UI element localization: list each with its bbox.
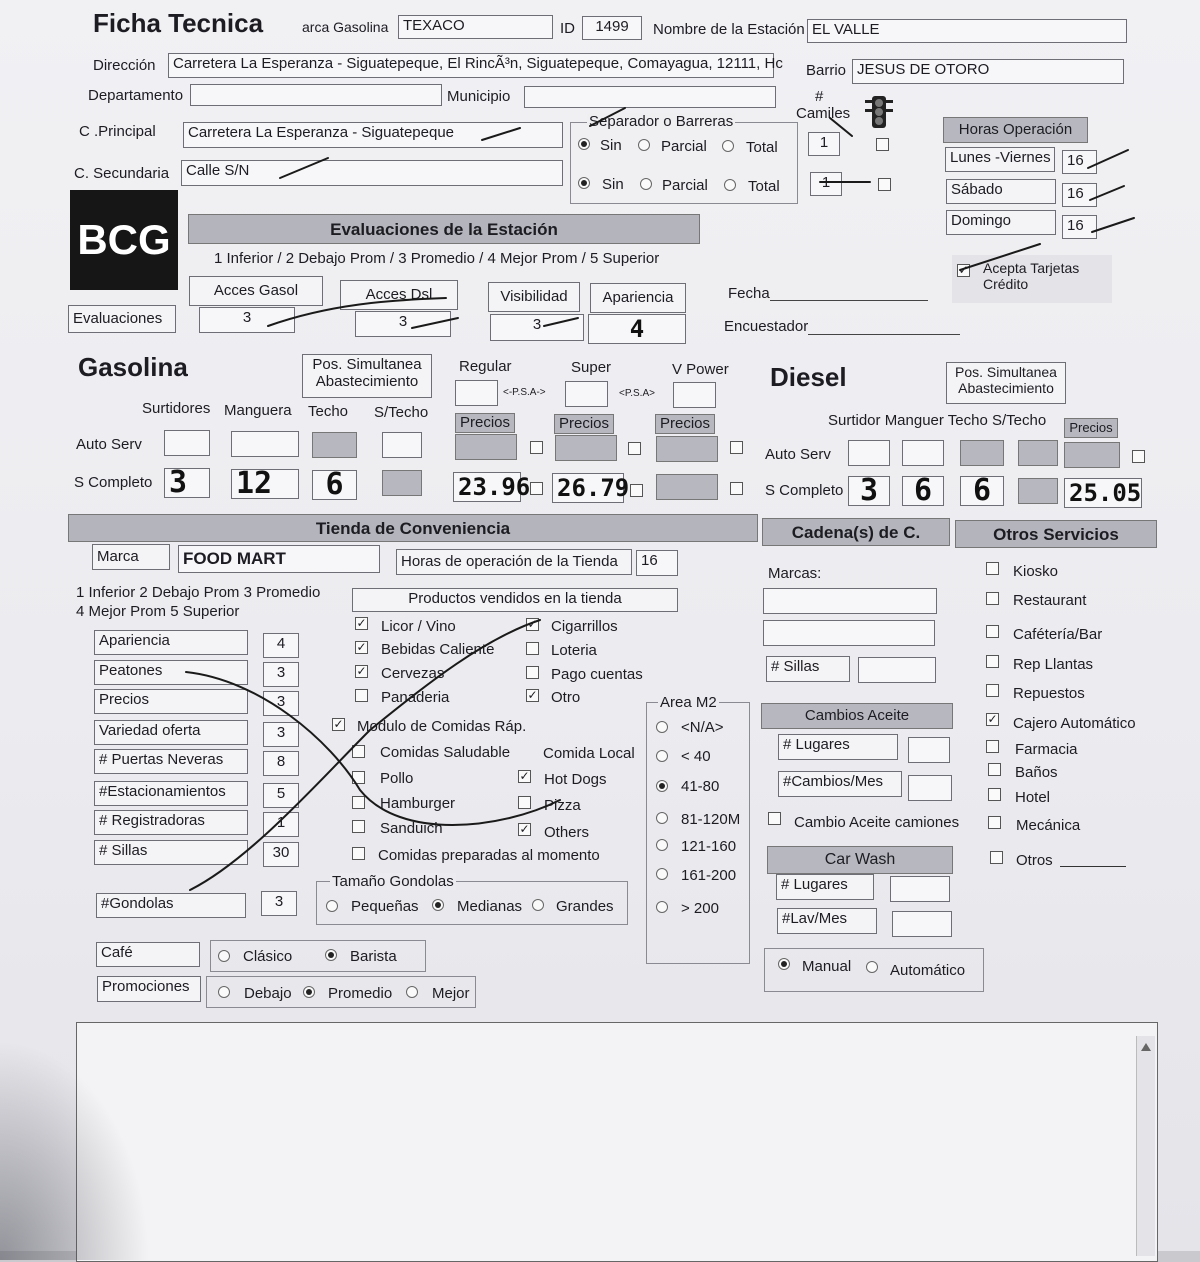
diesel-auto-serv-label: Auto Serv: [765, 446, 831, 463]
estacion-field[interactable]: EL VALLE: [807, 19, 1127, 43]
c-principal-label: C .Principal: [79, 123, 156, 140]
precios-label-regular: Precios: [455, 413, 515, 433]
diesel-sc-manguera[interactable]: 6: [902, 476, 944, 506]
municipio-label: Municipio: [447, 88, 511, 105]
tienda-horas-label: Horas de operación de la Tienda: [396, 549, 632, 575]
camiles-hash: #: [815, 88, 824, 105]
super-label: Super: [571, 359, 612, 376]
cambio-camiones-label: Cambio Aceite camiones: [794, 814, 960, 831]
diesel-sc-precio[interactable]: 25.05: [1064, 478, 1142, 508]
rating-registradoras-field[interactable]: 1: [263, 812, 299, 837]
tienda-marca-label: Marca: [92, 544, 170, 570]
gas-sc-manguera[interactable]: 12: [231, 469, 299, 499]
lavado-automatico-label: Automático: [890, 962, 966, 979]
area-121-160-label: 121-160: [681, 838, 737, 855]
rating-sillas-field[interactable]: 30: [263, 842, 299, 867]
cambios-mes-label: #Cambios/Mes: [778, 771, 902, 797]
horas-domingo-field[interactable]: 16: [1062, 215, 1097, 239]
area-m2-label: Area M2: [660, 694, 717, 711]
area-40-label: < 40: [681, 748, 711, 765]
otros-kiosko-label: Kiosko: [1013, 563, 1059, 580]
diesel-sc-techo[interactable]: 6: [960, 476, 1004, 506]
cafe-label: Café: [96, 942, 200, 967]
cafe-barista-label: Barista: [350, 948, 397, 965]
comida-hotdogs-label: Hot Dogs: [544, 771, 607, 788]
gasolina-pos-label-1: Pos. Simultanea: [312, 356, 422, 373]
id-label: ID: [560, 20, 575, 37]
area-na-label: <N/A>: [681, 719, 724, 736]
horas-lunes-label: Lunes -Viernes: [945, 147, 1055, 172]
rating-registradoras-label: # Registradoras: [94, 810, 248, 835]
rating-sillas-label: # Sillas: [94, 840, 248, 865]
comida-hamburger-label: Hamburger: [380, 795, 456, 812]
otros-restaurant-label: Restaurant: [1013, 592, 1087, 609]
promo-promedio-label: Promedio: [328, 985, 393, 1002]
fecha-label: Fecha: [728, 285, 770, 302]
rating-neveras-field[interactable]: 8: [263, 751, 299, 776]
rating-peatones-label: Peatones: [94, 660, 248, 685]
tienda-scale-2: 4 Mejor Prom 5 Superior: [76, 603, 240, 620]
gasolina-title: Gasolina: [78, 352, 188, 382]
evaluaciones-scale: 1 Inferior / 2 Debajo Prom / 3 Promedio / 4 Mejor Prom / 5 Superior: [214, 250, 660, 267]
producto-cigarrillos-label: Cigarrillos: [551, 618, 618, 635]
gas-sc-precio-super[interactable]: 26.79: [552, 473, 624, 503]
departamento-label: Departamento: [88, 87, 184, 104]
bcg-logo: BCG: [70, 190, 178, 290]
diesel-pos-label-2: Abastecimiento: [958, 380, 1054, 396]
producto-cervezas-label: Cervezas: [381, 665, 445, 682]
tarjetas-label: Acepta Tarjetas: [983, 260, 1080, 276]
page-title: Ficha Tecnica: [93, 8, 264, 38]
carwash-lugares-label: # Lugares: [776, 874, 874, 900]
rating-estacionamientos-label: #Estacionamientos: [94, 781, 248, 806]
tienda-scale-1: 1 Inferior 2 Debajo Prom 3 Promedio: [76, 584, 321, 601]
tamano-grandes-label: Grandes: [556, 898, 614, 915]
c-secundaria-label: C. Secundaria: [74, 165, 170, 182]
visibilidad-label: Visibilidad: [488, 282, 580, 312]
diesel-precios-label: Precios: [1064, 418, 1118, 438]
marca-gasolina-label: arca Gasolina: [302, 19, 389, 35]
producto-licor-label: Licor / Vino: [381, 618, 456, 635]
area-41-80-label: 41-80: [681, 778, 720, 795]
horas-sabado-label: Sábado: [946, 179, 1056, 204]
gas-sc-techo[interactable]: 6: [312, 470, 357, 500]
rating-apariencia-label: Apariencia: [94, 630, 248, 655]
marcas-label: Marcas:: [768, 565, 822, 582]
comida-others-check[interactable]: ✓: [519, 822, 530, 836]
otros-servicios-title: Otros Servicios: [955, 520, 1157, 548]
horas-lunes-field[interactable]: 16: [1062, 150, 1097, 174]
c-secundaria-field[interactable]: Calle S/N: [181, 160, 563, 186]
producto-cigarrillos-check[interactable]: ✓: [527, 617, 538, 631]
modulo-comidas-check[interactable]: ✓: [333, 717, 344, 731]
comida-local-label: Comida Local: [543, 745, 635, 762]
comida-pizza-label: Pizza: [544, 797, 581, 814]
gondolas-field[interactable]: 3: [261, 891, 297, 916]
stecho-header: S/Techo: [374, 404, 429, 421]
comida-hotdogs-check[interactable]: ✓: [519, 769, 530, 783]
acces-dsl-field[interactable]: 3: [355, 311, 451, 337]
producto-pago-label: Pago cuentas: [551, 666, 643, 683]
diesel-headers: Surtidor Manguer Techo S/Techo: [828, 412, 1047, 429]
horas-sabado-field[interactable]: 16: [1062, 183, 1097, 207]
otros-hotel-label: Hotel: [1015, 789, 1051, 806]
producto-otro-check[interactable]: ✓: [527, 688, 538, 702]
producto-cervezas-check[interactable]: ✓: [356, 664, 367, 678]
promo-debajo-label: Debajo: [244, 985, 292, 1002]
gondolas-label: #Gondolas: [96, 893, 246, 918]
gas-sc-precio-regular[interactable]: 23.96: [453, 472, 521, 502]
evaluaciones-row-label: Evaluaciones: [68, 305, 176, 333]
otros-mecanica-label: Mecánica: [1016, 817, 1081, 834]
horas-operacion-title: Horas Operación: [943, 117, 1088, 143]
psa-label-2: <P.S.A>: [619, 388, 655, 399]
camiles-field-1[interactable]: 1: [808, 132, 840, 156]
id-field[interactable]: 1499: [582, 16, 642, 40]
apariencia-label: Apariencia: [590, 283, 686, 313]
surtidores-header: Surtidores: [142, 400, 211, 417]
lavado-manual-label: Manual: [802, 958, 852, 975]
lav-mes-label: #Lav/Mes: [777, 908, 877, 934]
cadena-sillas-label: # Sillas: [766, 656, 850, 682]
tienda-title: Tienda de Conveniencia: [68, 514, 758, 542]
precios-label-super: Precios: [554, 414, 614, 434]
comida-others-label: Others: [544, 824, 590, 841]
tienda-horas-field[interactable]: 16: [636, 550, 678, 576]
diesel-pos-label-1: Pos. Simultanea: [955, 364, 1057, 380]
area-200-label: > 200: [681, 900, 719, 917]
comidas-preparadas-label: Comidas preparadas al momento: [378, 847, 600, 864]
regular-label: Regular: [459, 358, 512, 375]
otros-otros-label: Otros: [1016, 852, 1053, 869]
visibilidad-field[interactable]: 3: [490, 314, 584, 341]
rating-variedad-label: Variedad oferta: [94, 720, 248, 745]
otros-cafeteria-label: Cafétería/Bar: [1013, 626, 1103, 643]
marca-gasolina-field[interactable]: TEXACO: [398, 15, 553, 39]
gas-auto-serv-label: Auto Serv: [76, 436, 142, 453]
rating-precios-field[interactable]: 3: [263, 691, 299, 716]
otros-cajero-check[interactable]: ✓: [987, 712, 998, 726]
separador2-total-label: Total: [748, 178, 780, 195]
car-wash-title: Car Wash: [767, 846, 953, 874]
camiles-label: Camiles: [796, 105, 851, 122]
rating-neveras-label: # Puertas Neveras: [94, 749, 248, 774]
comidas-saludable-label: Comidas Saludable: [380, 744, 511, 761]
separador2-parcial-label: Parcial: [662, 177, 708, 194]
tarjetas-label-2: Crédito: [983, 276, 1029, 292]
producto-bebidas-label: Bebidas Caliente: [381, 641, 495, 658]
camiles-field-2[interactable]: 1: [810, 172, 842, 196]
rating-variedad-field[interactable]: 3: [263, 722, 299, 747]
c-principal-field[interactable]: Carretera La Esperanza - Siguatepeque: [183, 122, 563, 148]
psa-label-1: <-P.S.A->: [503, 387, 546, 398]
promo-mejor-label: Mejor: [432, 985, 470, 1002]
productos-title: Productos vendidos en la tienda: [352, 588, 678, 612]
promociones-label: Promociones: [97, 976, 201, 1002]
techo-header: Techo: [308, 403, 349, 420]
tamano-medianas-label: Medianas: [457, 898, 523, 915]
gasolina-pos-label-2: Abastecimiento: [315, 373, 419, 390]
encuestador-label: Encuestador: [724, 318, 809, 335]
cafe-clasico-label: Clásico: [243, 948, 293, 965]
direccion-label: Dirección: [93, 57, 156, 74]
cambios-lugares-label: # Lugares: [778, 734, 898, 760]
tamano-gondolas-label: Tamaño Gondolas: [332, 873, 454, 890]
tienda-marca-field[interactable]: FOOD MART: [178, 545, 380, 573]
producto-licor-check[interactable]: ✓: [356, 616, 367, 630]
tarjetas-checkbox[interactable]: ✓: [958, 263, 969, 277]
comida-pollo-label: Pollo: [380, 770, 414, 787]
otros-llantas-label: Rep Llantas: [1013, 656, 1094, 673]
diesel-s-completo-label: S Completo: [765, 482, 844, 499]
rating-estacionamientos-field[interactable]: 5: [263, 783, 299, 808]
area-81-120-label: 81-120M: [681, 811, 741, 828]
separador-label: Separador o Barreras: [589, 113, 734, 130]
producto-panaderia-label: Panaderia: [381, 689, 450, 706]
precios-label-vpower: Precios: [655, 414, 715, 434]
horas-domingo-label: Domingo: [946, 210, 1056, 235]
otros-banos-label: Baños: [1015, 764, 1058, 781]
evaluaciones-title: Evaluaciones de la Estación: [188, 214, 700, 244]
rating-peatones-field[interactable]: 3: [263, 662, 299, 687]
barrio-label: Barrio: [806, 62, 847, 79]
modulo-comidas-label: Modulo de Comidas Ráp.: [357, 718, 527, 735]
otros-cajero-label: Cajero Automático: [1013, 715, 1136, 732]
vpower-label: V Power: [672, 361, 729, 378]
apariencia-field[interactable]: 4: [588, 314, 686, 344]
comida-sanduich-label: Sanduich: [380, 820, 443, 837]
gas-s-completo-label: S Completo: [74, 474, 153, 491]
separador1-parcial-label: Parcial: [661, 138, 707, 155]
rating-apariencia-field[interactable]: 4: [263, 633, 299, 658]
cambios-aceite-title: Cambios Aceite: [761, 703, 953, 729]
cadena-title: Cadena(s) de C.: [762, 518, 950, 546]
separador1-total-label: Total: [746, 139, 778, 156]
producto-loteria-label: Loteria: [551, 642, 597, 659]
acces-gasol-label: Acces Gasol: [189, 276, 323, 306]
producto-otro-label: Otro: [551, 689, 581, 706]
area-161-200-label: 161-200: [681, 867, 737, 884]
otros-repuestos-label: Repuestos: [1013, 685, 1085, 702]
tamano-pequenas-label: Pequeñas: [351, 898, 419, 915]
producto-bebidas-check[interactable]: ✓: [356, 640, 367, 654]
separador2-sin-label: Sin: [602, 176, 624, 193]
barrio-field[interactable]: JESUS DE OTORO: [852, 59, 1124, 84]
gas-sc-surtidores[interactable]: 3: [164, 468, 210, 498]
diesel-sc-surtidor[interactable]: 3: [848, 476, 890, 506]
otros-farmacia-label: Farmacia: [1015, 741, 1078, 758]
manguera-header: Manguera: [224, 402, 292, 419]
diesel-title: Diesel: [770, 362, 847, 392]
acces-dsl-label: Acces Dsl: [340, 280, 458, 310]
direccion-field[interactable]: Carretera La Esperanza - Siguatepeque, El RincÃ³n, Siguatepeque, Comayagua, 12111, Hc: [168, 53, 774, 78]
estacion-label: Nombre de la Estación: [653, 21, 805, 38]
separador1-sin-label: Sin: [600, 137, 622, 154]
rating-precios-label: Precios: [94, 689, 248, 714]
acces-gasol-field[interactable]: 3: [199, 307, 295, 333]
